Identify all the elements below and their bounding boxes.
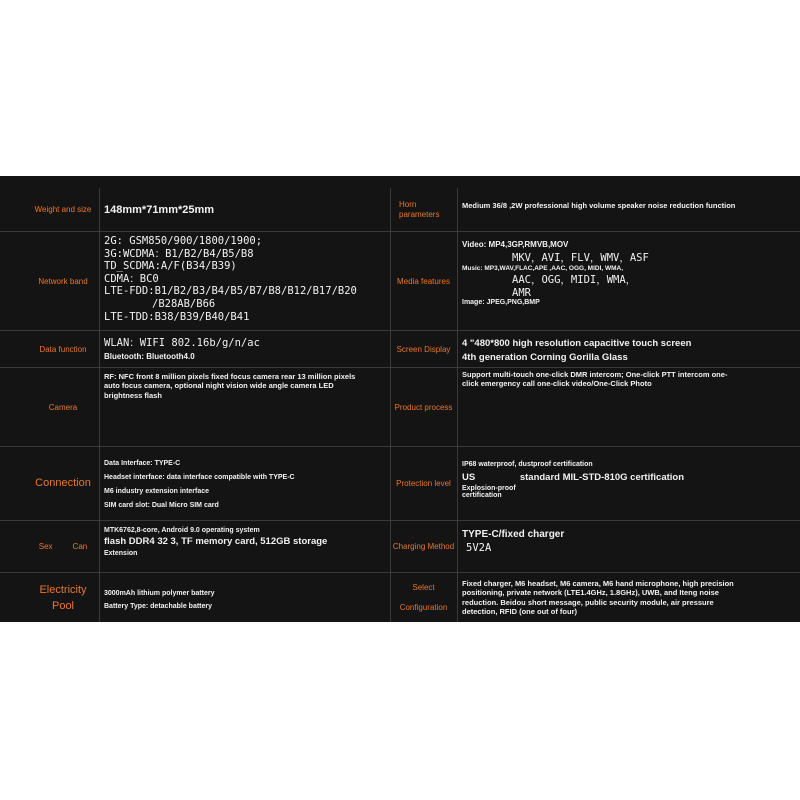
battery-line: 3000mAh lithium polymer battery: [104, 590, 215, 597]
row-label: [391, 521, 456, 573]
row-value: [458, 447, 758, 521]
label-media: Media features: [397, 276, 450, 286]
table-row: [0, 572, 800, 622]
screen-line: 4th generation Corning Gorilla Glass: [462, 352, 628, 363]
performance-line: MTK6762,8-core, Android 9.0 operating system: [104, 527, 260, 534]
row-value: [458, 331, 758, 368]
performance-line: Extension: [104, 550, 138, 557]
label-camera: Camera: [48, 402, 78, 412]
label-select: Select: [412, 583, 435, 592]
label-protection: Protection level: [396, 479, 451, 489]
column-divider: [457, 188, 458, 622]
media-line: MKV，AVI，FLV，WMV，ASF: [512, 252, 649, 265]
value-camera: RF: NFC front 8 million pixels fixed focus camera rear 13 million pixels auto focus camera, optional night vision wide angle camera LED brightness flash: [104, 372, 356, 400]
row-value: [100, 447, 390, 521]
protection-line: Explosion-proof: [462, 485, 516, 492]
connection-line: Data Interface: TYPE-C: [104, 460, 181, 467]
row-label: [28, 521, 98, 573]
row-label: [391, 573, 456, 622]
battery-line: Battery Type: detachable battery: [104, 603, 213, 610]
label-connection: Connection: [35, 477, 91, 490]
row-value: [100, 573, 390, 622]
connection-line: M6 industry extension interface: [104, 488, 210, 495]
row-label: [28, 232, 98, 331]
media-line: Video: MP4,3GP,RMVB,MOV: [462, 240, 569, 249]
protection-us: US: [462, 472, 476, 483]
bluetooth-value: Bluetooth: Bluetooth4.0: [104, 352, 195, 361]
row-value: [100, 188, 390, 231]
label-weight-size: Weight and size: [34, 204, 92, 214]
protection-standard: standard MIL-STD-810G certification: [519, 472, 685, 483]
value-weight-size: 148mm*71mm*25mm: [104, 203, 215, 216]
label-product-process: Product process: [394, 402, 453, 412]
table-row: [0, 446, 800, 521]
table-row: [0, 231, 800, 331]
media-line: AMR: [512, 287, 531, 300]
row-value: [100, 521, 390, 573]
row-label: [28, 573, 98, 622]
label-network-band: Network band: [38, 276, 88, 286]
wlan-value: WLAN：WIFI 802.16b/g/n/ac: [104, 337, 260, 349]
row-label: [28, 331, 98, 368]
label-configuration: Configuration: [399, 603, 448, 612]
row-label: [391, 331, 456, 368]
value-product-process: Support multi-touch one-click DMR intercom; One-click PTT intercom one-click emergency call one-click video/One-Click Photo: [462, 370, 728, 389]
label-charging: Charging Method: [392, 542, 455, 552]
protection-line: certification: [462, 492, 502, 499]
table-row: [0, 520, 800, 573]
row-label: [28, 188, 98, 231]
media-line: AAC，OGG，MIDI，WMA，: [512, 274, 637, 287]
row-value: [100, 331, 390, 368]
row-value: [100, 232, 390, 331]
charging-line: TYPE-C/fixed charger: [462, 529, 565, 540]
row-label: [391, 188, 456, 231]
label-screen: Screen Display: [396, 344, 451, 354]
media-line: Music: MP3,WAV,FLAC,APE ,AAC, OGG, MIDI, WMA,: [462, 265, 624, 273]
connection-line: SIM card slot: Dual Micro SIM card: [104, 502, 219, 509]
value-horn: Medium 36/8 ,2W professional high volume speaker noise reduction function: [462, 201, 736, 210]
table-row: [0, 367, 800, 447]
performance-line: flash DDR4 32 3, TF memory card, 512GB storage: [104, 536, 328, 547]
connection-line: Headset interface: data interface compatible with TYPE-C: [104, 474, 295, 481]
row-value: [458, 573, 748, 622]
network-line: 2G: GSM850/900/1800/1900;: [104, 235, 263, 247]
label-can: Can: [72, 542, 88, 552]
label-sex: Sex: [38, 542, 53, 552]
row-label: [391, 232, 456, 331]
row-label: [28, 447, 98, 521]
screen-line: 4 "480*800 high resolution capacitive touch screen: [462, 338, 692, 349]
label-horn: Horn parameters: [399, 199, 440, 219]
row-label: [28, 368, 98, 447]
network-line: LTE-TDD:B38/B39/B40/B41: [104, 310, 250, 323]
label-data-function: Data function: [39, 344, 87, 354]
label-pool: Pool: [51, 600, 75, 612]
label-electricity: Electricity: [39, 584, 87, 596]
network-line: CDMA：BC0: [104, 272, 159, 285]
network-line: /B28AB/B66: [152, 297, 216, 310]
row-label: [391, 447, 456, 521]
row-value: [458, 188, 748, 231]
table-row: [0, 330, 800, 368]
network-line: 3G:WCDMA：B1/B2/B4/B5/B8: [104, 247, 254, 260]
value-configuration: Fixed charger, M6 headset, M6 camera, M6 hand microphone, high precision positioning, private network (LTE1.4GHz, 1.8GHz), UWB, and Iteng noise reduction. Beidou short message, public security module, air pressure detection, RFID (one out of four): [462, 579, 734, 617]
row-value: [458, 368, 748, 447]
network-line: LTE-FDD:B1/B2/B3/B4/B5/B7/B8/B12/B17/B20: [104, 285, 357, 298]
protection-line: IP68 waterproof, dustproof certification: [462, 461, 593, 468]
row-value: [100, 368, 360, 447]
charging-line: 5V2A: [466, 542, 492, 554]
column-divider: [390, 188, 391, 622]
column-divider: [99, 188, 100, 622]
row-label: [391, 368, 456, 447]
table-row: [0, 188, 800, 231]
row-value: [458, 521, 748, 573]
network-line: TD_SCDMA:A/F(B34/B39): [104, 260, 237, 273]
spec-table: [0, 176, 800, 622]
row-value: [458, 232, 758, 331]
media-line: Image: JPEG,PNG,BMP: [462, 299, 540, 307]
